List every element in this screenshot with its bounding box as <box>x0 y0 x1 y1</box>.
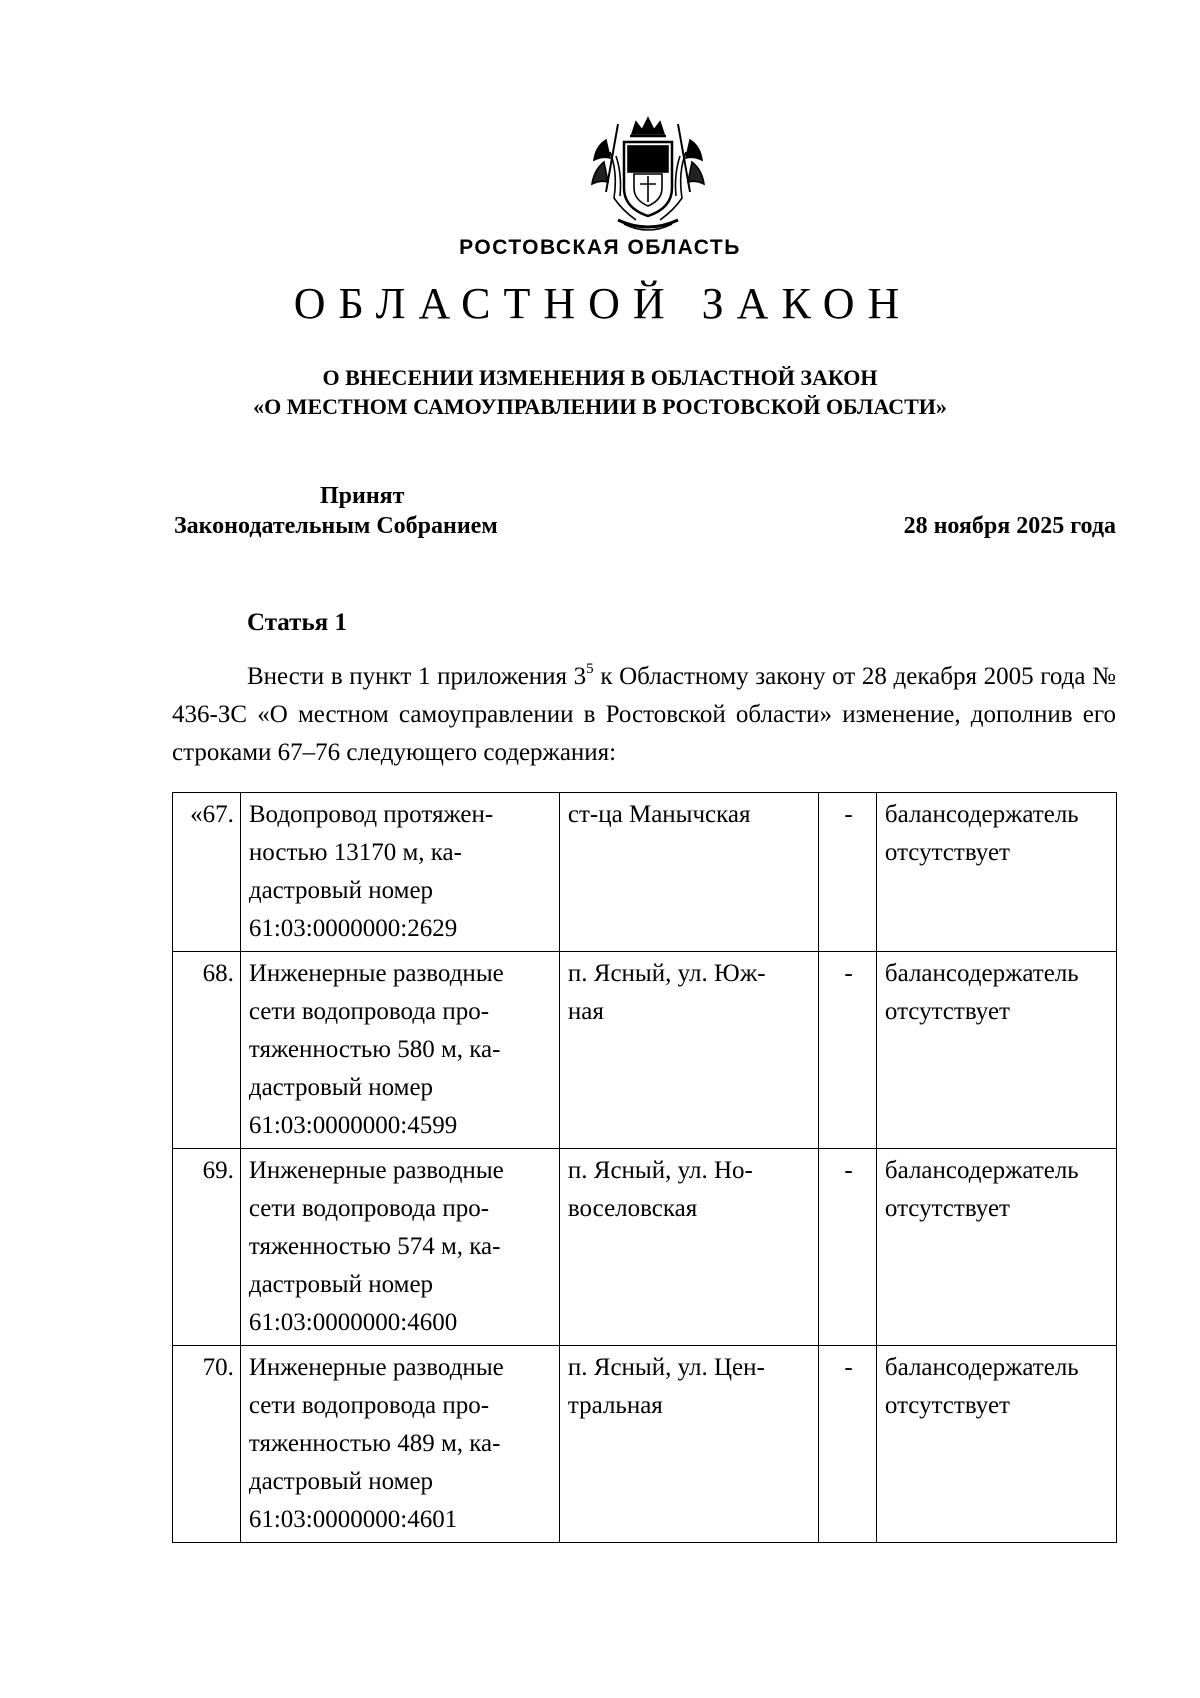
law-subtitle-line: «О МЕСТНОМ САМОУПРАВЛЕНИИ В РОСТОВСКОЙ ОБЛАСТИ» <box>253 394 947 419</box>
object-name-cell <box>240 1149 559 1346</box>
dash-cell <box>819 793 877 952</box>
object-name-line: дастровый номер <box>248 1468 434 1495</box>
balance-holder-cell <box>876 952 1116 1149</box>
balance-holder-line: балансодержатель <box>884 960 1079 987</box>
balance-holder-cell <box>876 1149 1116 1346</box>
row-number-cell <box>173 793 241 952</box>
dash-value: - <box>844 1354 853 1381</box>
table-row <box>173 1346 1117 1543</box>
table-row <box>173 793 1117 952</box>
dash-cell <box>819 952 877 1149</box>
region-name: РОСТОВСКАЯ ОБЛАСТЬ <box>459 236 741 259</box>
balance-holder-line: отсутствует <box>884 1195 1010 1222</box>
object-name-line: дастровый номер <box>248 1074 434 1101</box>
row-number: 70. <box>202 1354 234 1381</box>
article-text-part: Внести в пункт 1 приложения 3 <box>247 663 587 690</box>
law-subtitle <box>0 363 1200 421</box>
balance-holder-line: отсутствует <box>884 1392 1010 1419</box>
object-name-line: Инженерные разводные <box>248 1354 504 1381</box>
dash-value: - <box>844 960 853 987</box>
object-name-line: Инженерные разводные <box>248 960 504 987</box>
balance-holder-cell <box>876 793 1116 952</box>
superscript-index: 5 <box>586 661 594 677</box>
object-name-line: сети водопровода про- <box>248 998 490 1025</box>
object-name-cell <box>240 952 559 1149</box>
object-name-line: ностью 13170 м, ка- <box>248 839 462 866</box>
object-name-line: дастровый номер <box>248 877 434 904</box>
object-name-line: тяженностью 580 м, ка- <box>248 1036 501 1063</box>
row-number-cell <box>173 1149 241 1346</box>
table-row <box>173 1149 1117 1346</box>
object-name-line: тяженностью 489 м, ка- <box>248 1430 501 1457</box>
location-line: воселовская <box>567 1195 698 1222</box>
object-name-line: 61:03:0000000:2629 <box>248 915 458 942</box>
location-line: п. Ясный, ул. Юж- <box>567 960 766 987</box>
law-type-title: ОБЛАСТНОЙ ЗАКОН <box>293 279 913 328</box>
object-name-line: Водопровод протяжен- <box>248 801 494 828</box>
balance-holder-line: отсутствует <box>884 839 1010 866</box>
row-number-cell <box>173 1346 241 1543</box>
location-cell <box>559 793 818 952</box>
article-heading: Статья 1 <box>247 609 347 636</box>
object-name-line: 61:03:0000000:4600 <box>248 1309 458 1336</box>
object-name-cell <box>240 793 559 952</box>
object-name-line: тяженностью 574 м, ка- <box>248 1233 501 1260</box>
row-number: 69. <box>202 1157 234 1184</box>
dash-cell <box>819 1149 877 1346</box>
object-name-line: сети водопровода про- <box>248 1195 490 1222</box>
location-cell <box>559 1346 818 1543</box>
location-line: п. Ясный, ул. Но- <box>567 1157 753 1184</box>
dash-value: - <box>844 1157 853 1184</box>
object-name-line: 61:03:0000000:4601 <box>248 1506 458 1533</box>
object-name-line: дастровый номер <box>248 1271 434 1298</box>
balance-holder-line: балансодержатель <box>884 801 1079 828</box>
amendment-table <box>172 792 1117 1543</box>
law-subtitle-line: О ВНЕСЕНИИ ИЗМЕНЕНИЯ В ОБЛАСТНОЙ ЗАКОН <box>322 365 878 390</box>
table-row <box>173 952 1117 1149</box>
row-number-cell <box>173 952 241 1149</box>
row-number: 68. <box>202 960 234 987</box>
object-name-line: сети водопровода про- <box>248 1392 490 1419</box>
balance-holder-cell <box>876 1346 1116 1543</box>
location-cell <box>559 1149 818 1346</box>
adoption-date: 28 ноября 2025 года <box>903 513 1116 539</box>
balance-holder-line: балансодержатель <box>884 1354 1079 1381</box>
location-line: тральная <box>567 1392 663 1419</box>
adoption-line-2: Законодательным Собранием <box>174 513 498 539</box>
article-text <box>172 658 1116 772</box>
article-text-part: к Областному закону от 28 декабря 2005 года № 436-ЗС «О местном самоуправлении в Ростовской области» изменение, дополнив его строками 67–76 следующего содержания: <box>172 663 1116 766</box>
location-line: п. Ясный, ул. Цен- <box>567 1354 765 1381</box>
adoption-line-1: Принят <box>320 483 405 509</box>
object-name-line: 61:03:0000000:4599 <box>248 1112 458 1139</box>
rostov-oblast-coat-of-arms-icon <box>588 112 708 236</box>
location-line: ст-ца Манычская <box>567 801 751 828</box>
balance-holder-line: отсутствует <box>884 998 1010 1025</box>
amendment-table-body <box>173 793 1117 1543</box>
adoption-body <box>174 481 574 541</box>
location-line: ная <box>567 998 604 1025</box>
row-number: «67. <box>190 801 234 828</box>
dash-cell <box>819 1346 877 1543</box>
balance-holder-line: балансодержатель <box>884 1157 1079 1184</box>
location-cell <box>559 952 818 1149</box>
dash-value: - <box>844 801 853 828</box>
object-name-cell <box>240 1346 559 1543</box>
object-name-line: Инженерные разводные <box>248 1157 504 1184</box>
